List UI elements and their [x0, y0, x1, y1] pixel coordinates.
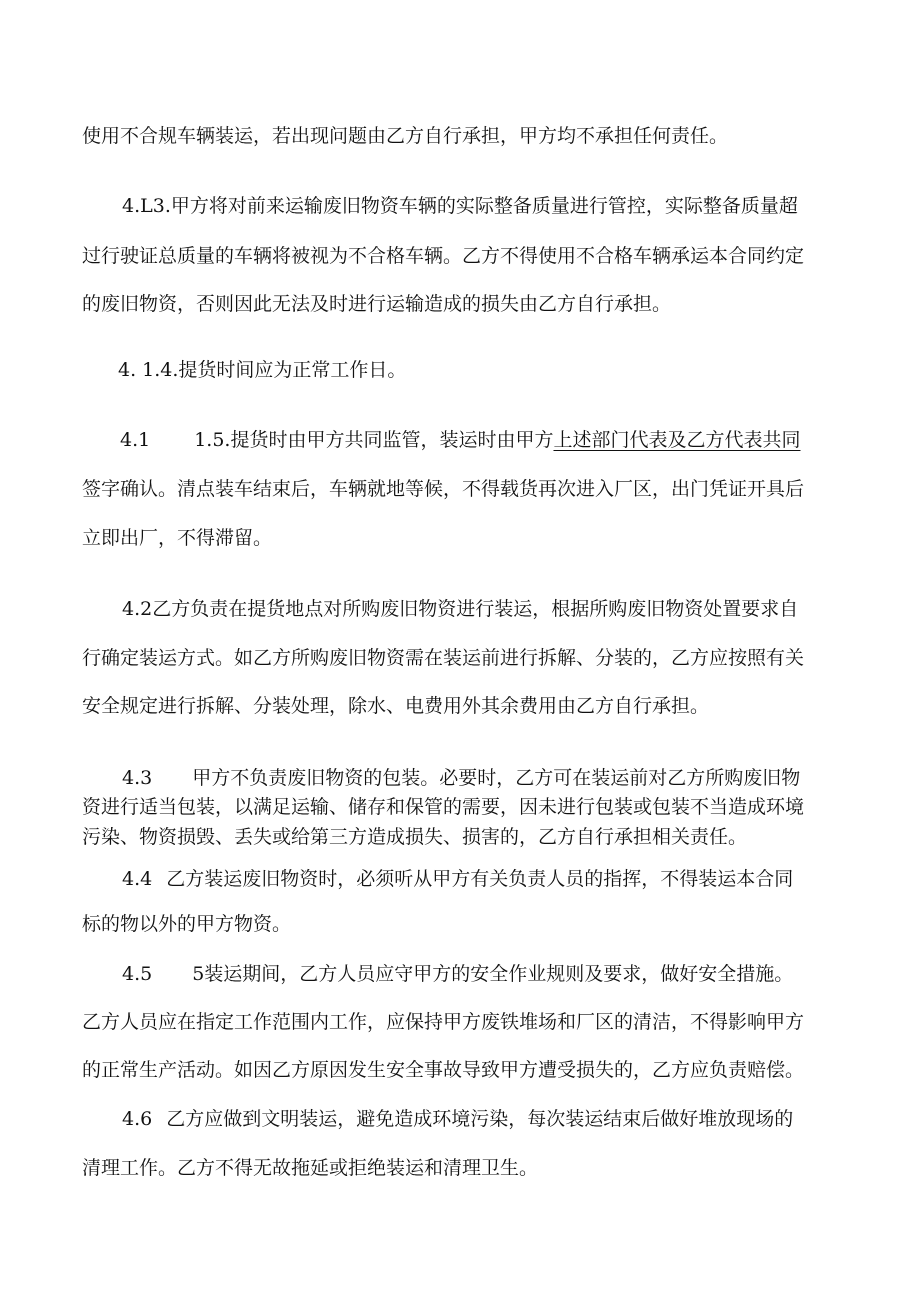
p5-line-2: 行确定装运方式。如乙方所购废旧物资需在装运前进行拆解、分装的，乙方应按照有关	[82, 647, 805, 669]
p7-number: 4.4	[122, 868, 153, 890]
p7-line-2: 标的物以外的甲方物资。	[82, 913, 292, 935]
p5-line-3: 安全规定进行拆解、分装处理，除水、电费用外其余费用由乙方自行承担。	[82, 695, 710, 717]
p7-line-1-text: 乙方装运废旧物资时，必须听从甲方有关负责人员的指挥，不得装运本合同	[166, 868, 794, 890]
p8-line-3: 的正常生产活动。如因乙方原因发生安全事故导致甲方遭受损失的，乙方应负责赔偿。	[82, 1059, 805, 1081]
p2-line-3: 的废旧物资，否则因此无法及时进行运输造成的损失由乙方自行承担。	[82, 293, 672, 315]
p6-line-3: 污染、物资损毁、丢失或给第三方造成损失、损害的，乙方自行承担相关责任。	[82, 826, 748, 848]
p5-line-1: 4.2乙方负责在提货地点对所购废旧物资进行装运，根据所购废旧物资处置要求自	[122, 598, 799, 620]
p2-line-1: 4.L3.甲方将对前来运输废旧物资车辆的实际整备质量进行管控，实际整备质量超	[122, 195, 798, 217]
p4-line-3: 立即出厂，不得滞留。	[82, 527, 273, 549]
p4-line-1-text: 1.5.提货时由甲方共同监管，装运时由甲方	[194, 429, 554, 451]
p6-line-2: 资进行适当包装，以满足运输、储存和保管的需要，因未进行包装或包装不当造成环境	[82, 796, 805, 818]
p6-number: 4.3	[122, 767, 153, 789]
p9-number: 4.6	[122, 1108, 153, 1130]
p8-line-1-text: 5装运期间，乙方人员应守甲方的安全作业规则及要求，做好安全措施。	[192, 963, 794, 985]
p8-line-1	[122, 962, 793, 986]
p7-line-1	[122, 867, 793, 891]
p4-line-2: 签字确认。清点装车结束后，车辆就地等候，不得载货再次进入厂区，出门凭证开具后	[82, 478, 805, 500]
p1-line-1: 使用不合规车辆装运，若出现问题由乙方自行承担，甲方均不承担任何责任。	[82, 125, 729, 147]
p6-line-1	[122, 766, 800, 790]
p9-line-1-text: 乙方应做到文明装运，避免造成环境污染，每次装运结束后做好堆放现场的	[166, 1108, 794, 1130]
p9-line-1	[122, 1107, 793, 1131]
p3-line-1: 4. 1.4.提货时间应为正常工作日。	[118, 359, 407, 381]
p4-number: 4.1	[120, 429, 151, 451]
p8-line-2: 乙方人员应在指定工作范围内工作，应保持甲方废铁堆场和厂区的清洁，不得影响甲方	[82, 1011, 805, 1033]
p4-line-1	[120, 428, 801, 452]
p6-line-1-text: 甲方不负责废旧物资的包装。必要时，乙方可在装运前对乙方所购废旧物	[192, 767, 801, 789]
p4-underlined-text: 上述部门代表及乙方代表共同	[553, 429, 801, 451]
p2-line-2: 过行驶证总质量的车辆将被视为不合格车辆。乙方不得使用不合格车辆承运本合同约定	[82, 245, 805, 267]
p8-number: 4.5	[122, 963, 153, 985]
p9-line-2: 清理工作。乙方不得无故拖延或拒绝装运和清理卫生。	[82, 1157, 539, 1179]
